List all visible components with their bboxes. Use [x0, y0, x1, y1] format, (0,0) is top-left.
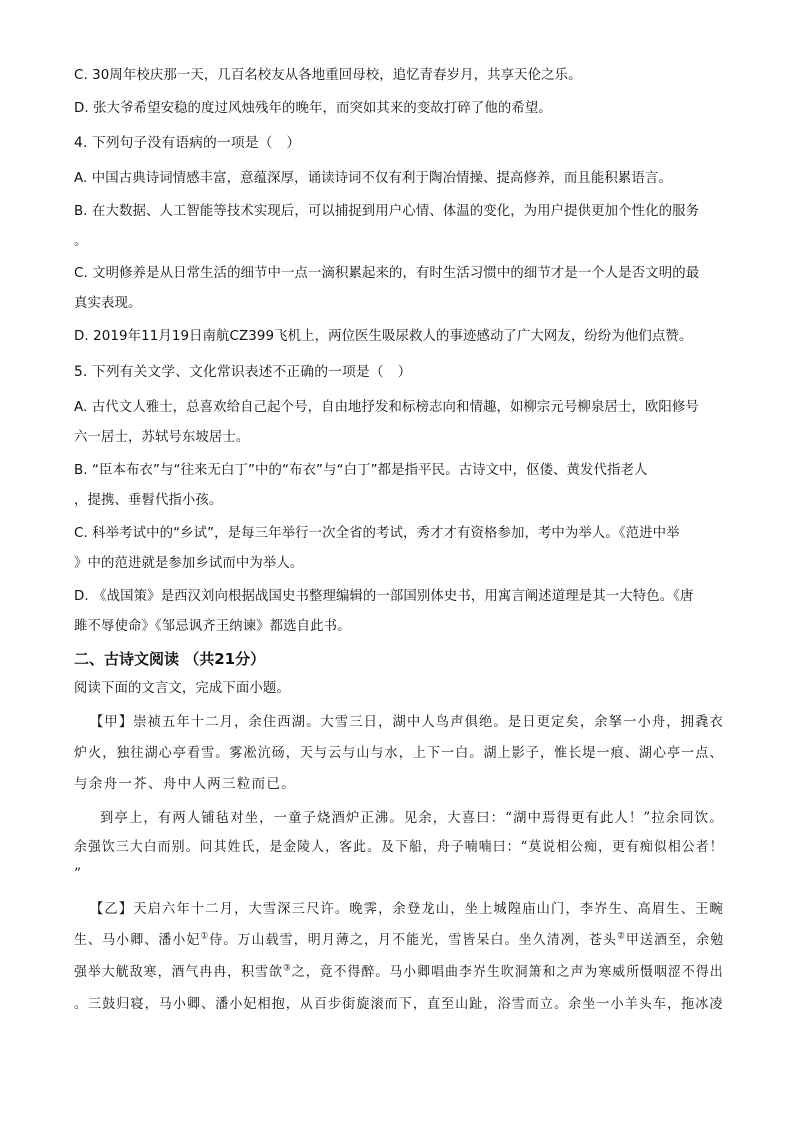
passage-yi-line1: 【乙】天启六年十二月，大雪深三尺许。晚霁，余登龙山，坐上城隍庙山门，李岕生、高眉生、王畹: [90, 901, 724, 917]
section-intro: 阅读下面的文言文，完成下面小题。: [74, 681, 290, 696]
passage-jia-p2-line3: ”: [74, 866, 83, 882]
q5-option-c-line1: C. 科举考试中的“乡试”，是每三年举行一次全省的考试，秀才才有资格参加，考中为举人。《范进中举: [74, 526, 680, 541]
q4-option-c-line2: 真实表现。: [74, 296, 142, 311]
q4-option-d: D. 2019年11月19日南航CZ399飞机上，两位医生吸尿救人的事迹感动了广大网友，纷纷为他们点赞。: [74, 329, 693, 344]
q5-option-b-line2: ，提携、垂髫代指小孩。: [74, 493, 223, 508]
q4-option-b-line2: 。: [74, 234, 88, 249]
q5-option-c-line2: 》中的范进就是参加乡试而中为举人。: [74, 556, 304, 571]
section-heading: 二、古诗文阅读 （共21分）: [74, 650, 266, 668]
q4-option-c-line1: C. 文明修养是从日常生活的细节中一点一滴积累起来的，有时生活习惯中的细节才是一个人是否文明的最: [74, 266, 700, 281]
passage-yi-line3: 强举大觥敌寒，酒气冉冉，积雪欱③之，竟不得醉。马小卿唱曲李岕生吹洞箫和之声为寒威所慑咽涩不得出: [74, 963, 724, 980]
passage-yi-line2: 生、马小卿、潘小妃①侍。万山载雪，明月薄之，月不能光，雪皆呆白。坐久清冽，苍头②甲送酒至，余勉: [74, 931, 725, 948]
footnote-marker-2: ②: [617, 931, 626, 942]
q4-stem: 4. 下列句子没有语病的一项是（ ）: [74, 135, 301, 151]
footnote-marker-1: ①: [200, 931, 210, 942]
q5-stem: 5. 下列有关文学、文化常识表述不正确的一项是（ ）: [74, 364, 412, 380]
q5-option-d-line2: 雎不辱使命》《邹忌讽齐王纳谏》都选自此书。: [74, 619, 351, 634]
q3-option-d: D. 张大爷希望安稳的度过风烛残年的晚年，而突如其来的变故打碎了他的希望。: [74, 101, 552, 116]
q5-option-a-line1: A. 古代文人雅士，总喜欢给自己起个号，自由地抒发和标榜志向和情趣，如柳宗元号柳泉居士，欧阳修号: [74, 400, 699, 415]
passage-jia-p2-line2: 余强饮三大白而别。问其姓氏，是金陵人，客此。及下船，舟子喃喃曰：“莫说相公痴，更有痴似相公者！: [74, 839, 724, 855]
passage-yi-line4: 。三鼓归寝，马小卿、潘小妃相抱，从百步街旋滚而下，直至山趾，浴雪而立。余坐一小羊头车，拖冰凌: [74, 996, 724, 1012]
q5-option-d-line1: D. 《战国策》是西汉刘向根据战国史书整理编辑的一部国别体史书，用寓言阐述道理是其一大特色。《唐: [74, 589, 694, 604]
q4-option-a: A. 中国古典诗词情感丰富，意蕴深厚，诵读诗词不仅有利于陶冶情操、提高修养，而且能积累语言。: [74, 171, 672, 186]
q5-option-a-line2: 六一居士，苏轼号东坡居士。: [74, 430, 250, 445]
passage-jia-p1-line2: 炉火，独往湖心亭看雪。雾凇沆砀，天与云与山与水，上下一白。湖上影子，惟长堤一痕、湖心亭一点、: [74, 745, 724, 761]
q4-option-b-line1: B. 在大数据、人工智能等技术实现后，可以捕捉到用户心情、体温的变化，为用户提供更加个性化的服务: [74, 204, 700, 219]
footnote-marker-3: ③: [283, 963, 292, 974]
passage-jia-p1-line1: 【甲】崇祯五年十二月，余住西湖。大雪三日，湖中人鸟声俱绝。是日更定矣，余拏一小舟，拥毳衣: [90, 714, 724, 730]
passage-jia-p2-line1: 到亭上，有两人铺毡对坐，一童子烧酒炉正沸。见余，大喜曰：“湖中焉得更有此人！”拉余同饮。: [100, 810, 724, 826]
q3-option-c: C. 30周年校庆那一天，几百名校友从各地重回母校，追忆青春岁月，共享天伦之乐。: [74, 68, 582, 83]
passage-jia-p1-line3: 与余舟一芥、舟中人两三粒而已。: [74, 776, 296, 792]
q5-option-b-line1: B. “臣本布衣”与“往来无白丁”中的“布衣”与“白丁”都是指平民。古诗文中，伛偻、黄发代指老人: [74, 463, 648, 478]
